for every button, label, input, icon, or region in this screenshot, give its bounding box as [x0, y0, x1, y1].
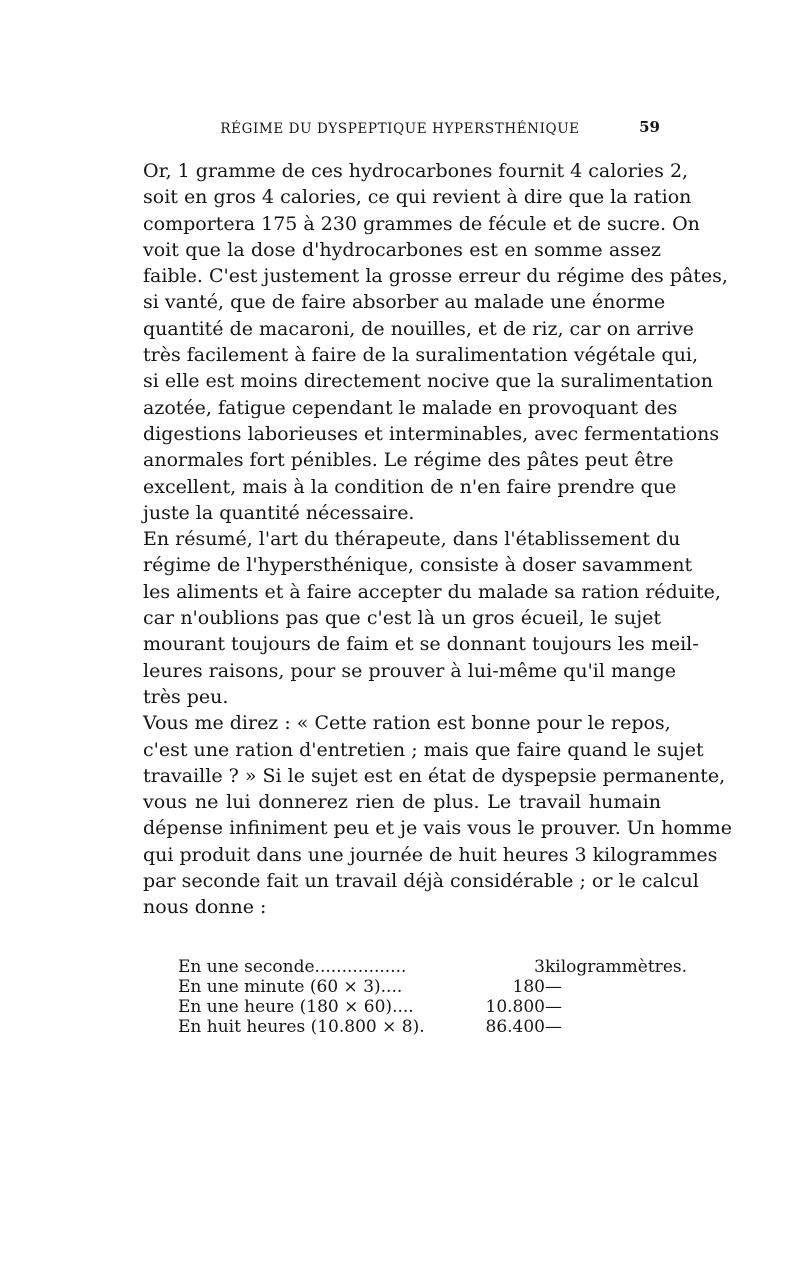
text-line: quantité de macaroni, de nouilles, et de riz, car on arrive — [143, 317, 694, 340]
text-line: car n'oublions pas que c'est là un gros écueil, le sujet — [143, 607, 661, 630]
text-line: voit que la dose d'hydrocarbones est en somme assez — [143, 238, 661, 261]
text-line: les aliments et à faire accepter du malade sa ration réduite, — [143, 580, 721, 603]
text-line: faible. C'est justement la grosse erreur du régime des pâtes, — [143, 265, 728, 288]
text-line: par seconde fait un travail déjà considérable ; or le calcul — [143, 870, 699, 893]
text-line: très facilement à faire de la suralimentation végétale qui, — [143, 344, 699, 367]
text-line: qui produit dans une journée de huit heures 3 kilogrammes — [143, 843, 718, 866]
text-line: soit en gros 4 calories, ce qui revient à dire que la ration — [143, 186, 692, 209]
text-line: vous ne lui donnerez rien de plus. Le travail humain — [143, 791, 661, 814]
text-line: azotée, fatigue cependant le malade en provoquant des — [143, 396, 678, 419]
text-line: si vanté, que de faire absorber au malade une énorme — [143, 291, 666, 314]
row-label: En huit heures (10.800 × 8). — [178, 1017, 425, 1037]
text-line: dépense infiniment peu et je vais vous le prouver. Un homme — [143, 817, 733, 840]
text-line: nous donne : — [143, 896, 267, 919]
row-value: 86.400 — [485, 1017, 545, 1037]
text-line: En résumé, l'art du thérapeute, dans l'établissement du — [143, 528, 681, 551]
text-line: anormales fort pénibles. Le régime des pâtes peut être — [143, 449, 674, 472]
row-unit: — — [545, 1017, 562, 1037]
paragraph-3 — [143, 710, 733, 920]
row-label: En une heure (180 × 60).... — [178, 997, 414, 1017]
page-number: 59 — [639, 118, 660, 136]
text-line: juste la quantité nécessaire. — [143, 501, 415, 524]
text-line: Or, 1 gramme de ces hydrocarbones fournit 4 calories 2, — [143, 160, 689, 182]
row-unit: — — [545, 977, 562, 997]
paragraph-1 — [143, 158, 728, 526]
table-row — [178, 997, 687, 1017]
body-text — [143, 158, 733, 921]
table-row — [178, 977, 687, 997]
text-line: si elle est moins directement nocive que la suralimentation — [143, 370, 713, 393]
row-unit: kilogrammètres. — [545, 957, 688, 977]
row-value: 10.800 — [485, 997, 545, 1017]
table-row — [178, 957, 687, 977]
text-line: régime de l'hypersthénique, consiste à doser savamment — [143, 554, 693, 577]
text-line: Vous me direz : « Cette ration est bonne pour le repos, — [143, 712, 671, 735]
table-row — [178, 1017, 687, 1037]
text-line: très peu. — [143, 685, 229, 708]
text-line: c'est une ration d'entretien ; mais que faire quand le sujet — [143, 738, 704, 761]
row-label: En une seconde................. — [178, 957, 407, 977]
row-label: En une minute (60 × 3).... — [178, 977, 403, 997]
row-value: 180 — [512, 977, 545, 997]
text-line: excellent, mais à la condition de n'en faire prendre que — [143, 475, 677, 498]
work-calculation-table — [178, 957, 687, 1037]
text-line: digestions laborieuses et interminables, avec fermentations — [143, 422, 720, 445]
running-head: RÉGIME DU DYSPEPTIQUE HYPERSTHÉNIQUE — [220, 121, 580, 137]
text-line: travaille ? » Si le sujet est en état de dyspepsie permanente, — [143, 764, 726, 787]
row-value: 3 — [534, 957, 545, 977]
paragraph-2 — [143, 526, 721, 710]
row-unit: — — [545, 997, 562, 1017]
text-line: mourant toujours de faim et se donnant toujours les meil- — [143, 633, 699, 656]
text-line: comportera 175 à 230 grammes de fécule et de sucre. On — [143, 212, 700, 235]
text-line: leures raisons, pour se prouver à lui-même qu'il mange — [143, 659, 676, 682]
